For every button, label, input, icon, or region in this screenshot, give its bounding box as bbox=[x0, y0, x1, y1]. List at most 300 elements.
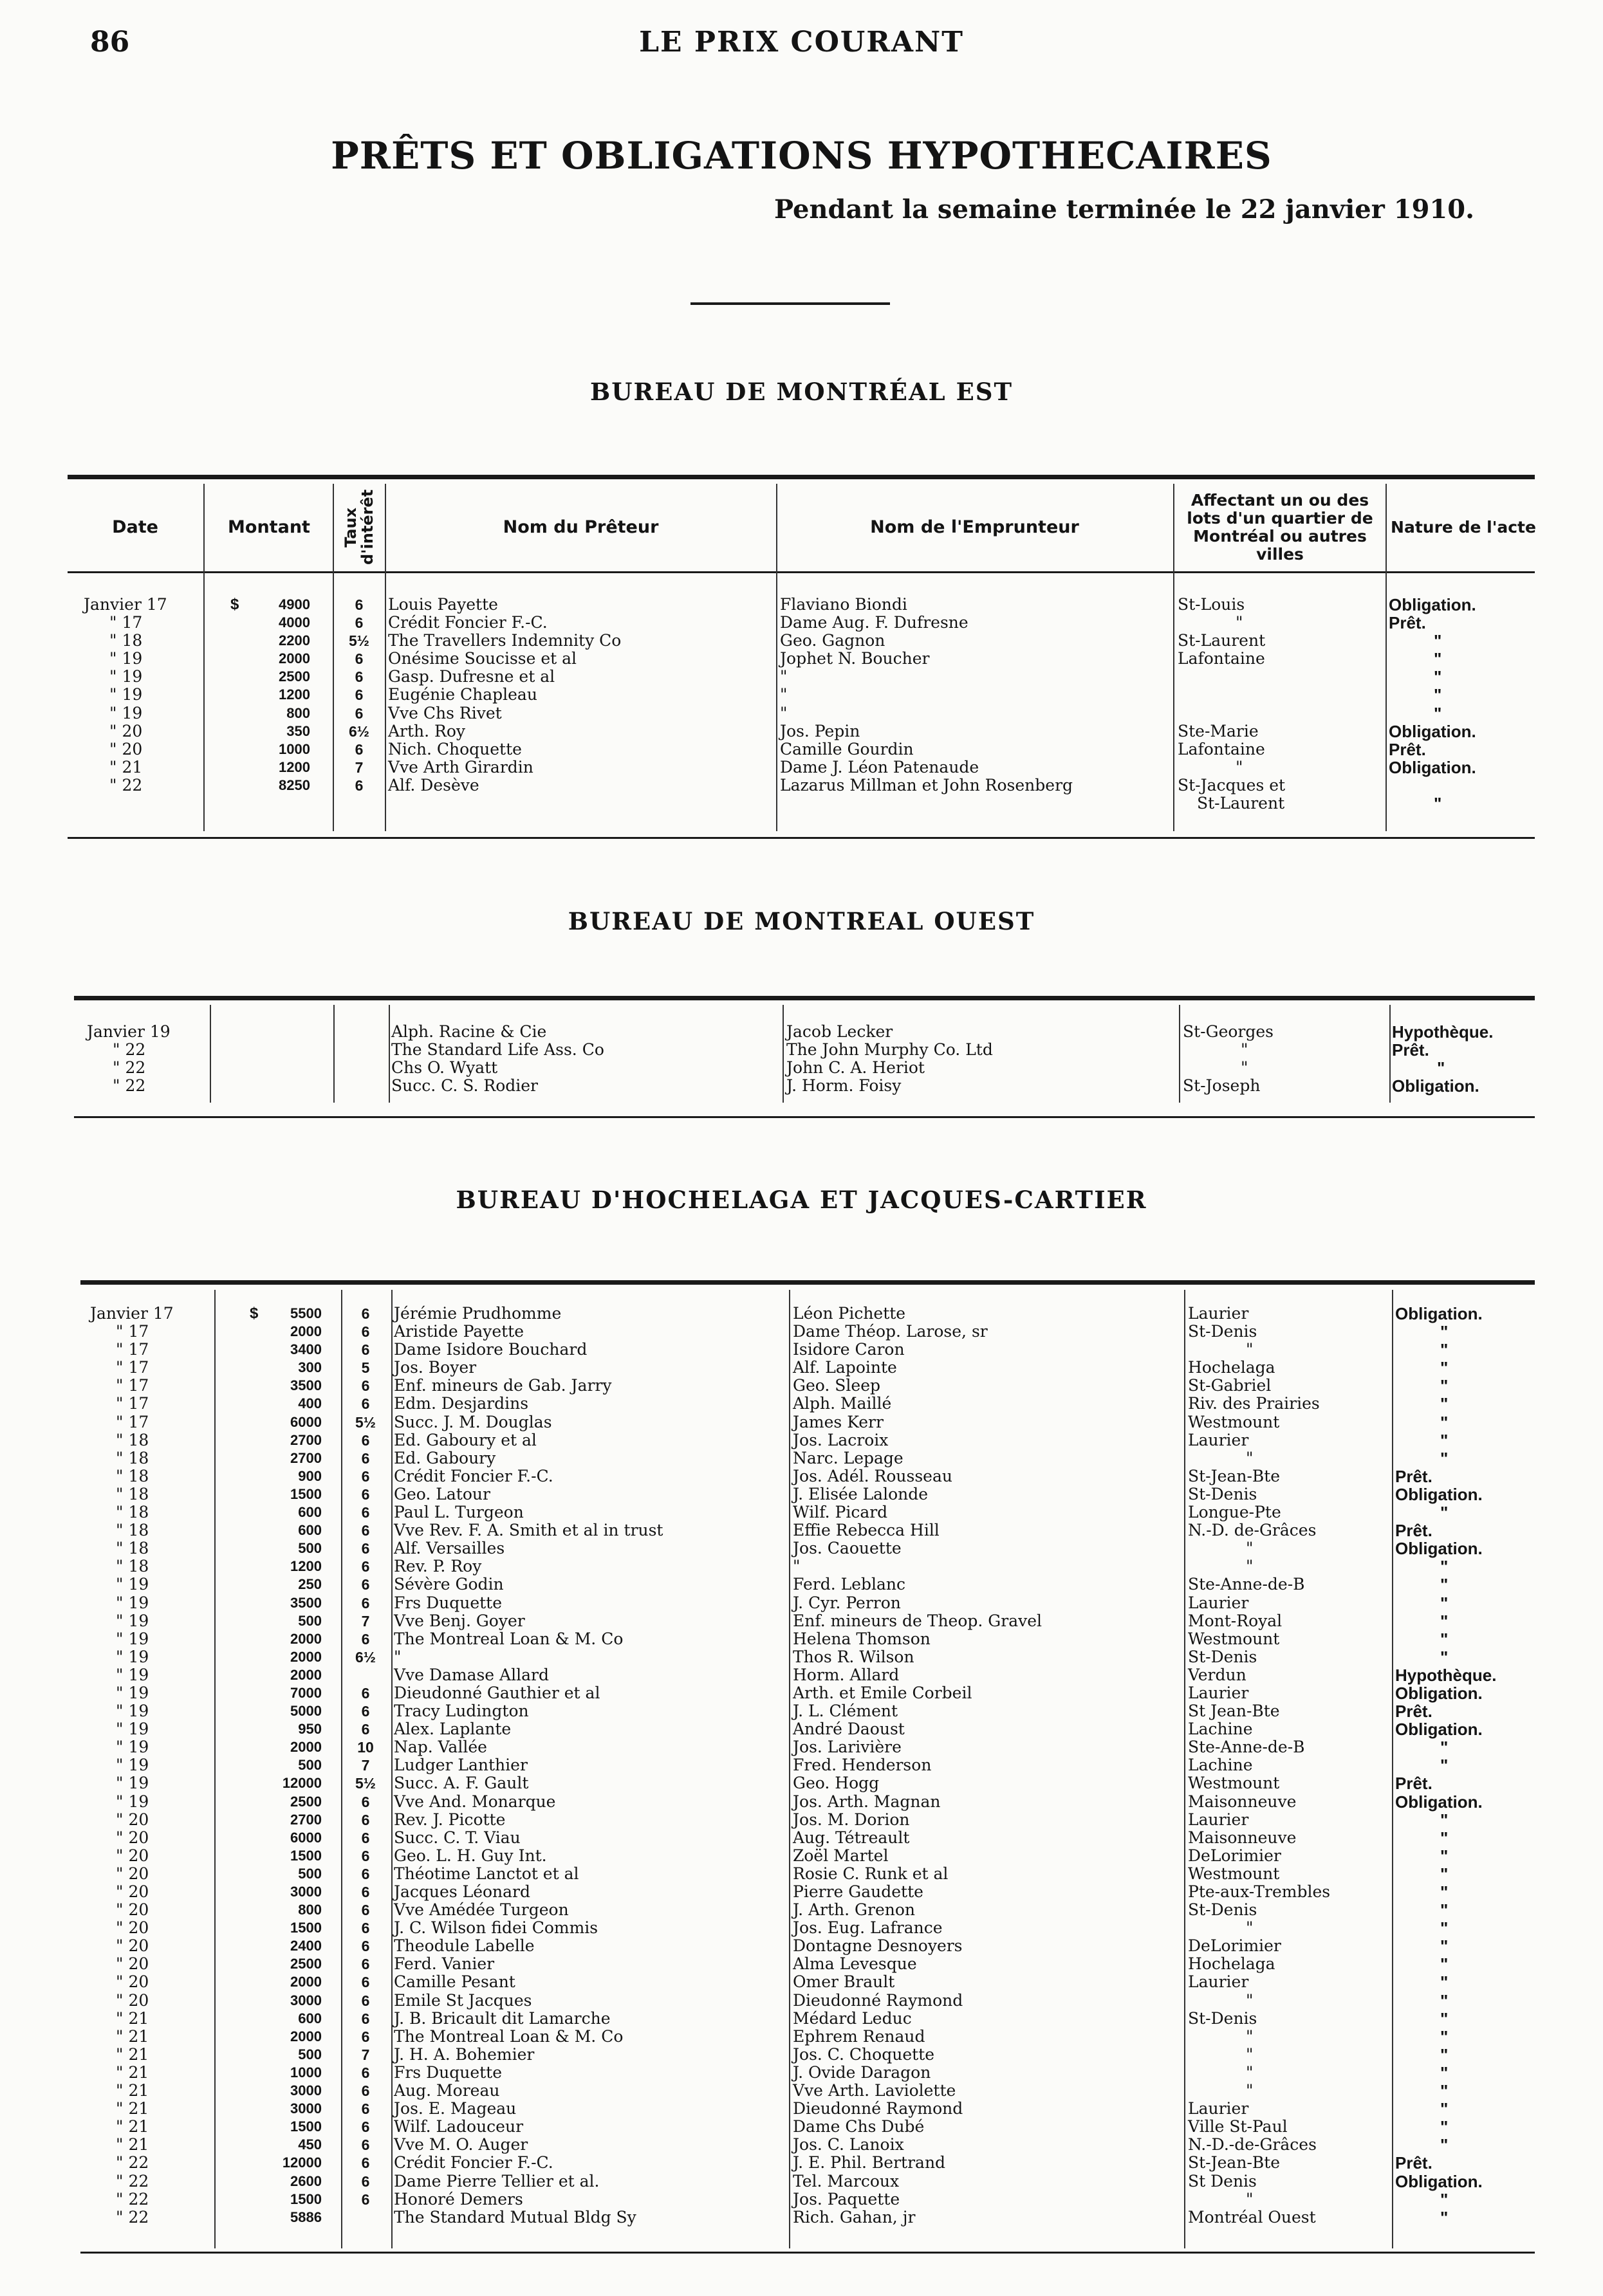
cell-place: " bbox=[1236, 757, 1243, 776]
cell-nature: Obligation. bbox=[1395, 1304, 1483, 1323]
cell-amount: 1200 bbox=[290, 1558, 322, 1575]
cell-lender: Paul L. Turgeon bbox=[394, 1503, 524, 1522]
cell-date: " 22 bbox=[116, 2189, 149, 2209]
cell-date: " 17 bbox=[116, 1376, 149, 1395]
cell-nature: Prêt. bbox=[1389, 613, 1426, 633]
cell-borrower: Médard Leduc bbox=[793, 2008, 912, 2028]
cell-place: St-Denis bbox=[1188, 2008, 1257, 2028]
cell-date: " 19 bbox=[109, 667, 143, 686]
cell-amount: 1500 bbox=[290, 2190, 322, 2207]
table-row bbox=[0, 1901, 1603, 1919]
cell-place: Westmount bbox=[1188, 1864, 1280, 1883]
cell-nature: Hypothèque. bbox=[1392, 1022, 1494, 1042]
cell-nature: " bbox=[1440, 1503, 1449, 1523]
cell-date: " 22 bbox=[113, 1040, 146, 1060]
table-row bbox=[0, 1630, 1603, 1648]
cell-date: " 19 bbox=[116, 1575, 149, 1594]
cell-place: Laurier bbox=[1188, 1304, 1249, 1323]
cell-place: St-Denis bbox=[1188, 1484, 1257, 1503]
table-row bbox=[0, 1377, 1603, 1395]
cell-place: " bbox=[1246, 1539, 1254, 1558]
cell-nature: " bbox=[1440, 1756, 1449, 1776]
cell-place: Ville St-Paul bbox=[1188, 2117, 1288, 2136]
header-date: Date bbox=[112, 517, 158, 537]
cell-lender: The Montreal Loan & M. Co bbox=[394, 2026, 624, 2046]
cell-nature: Obligation. bbox=[1395, 1720, 1483, 1740]
cell-borrower: Narc. Lepage bbox=[793, 1448, 903, 1467]
cell-amount: 900 bbox=[298, 1467, 322, 1484]
cell-place: " bbox=[1246, 2189, 1254, 2209]
cell-lender: Crédit Foncier F.-C. bbox=[394, 2153, 553, 2172]
cell-place: Riv. des Prairies bbox=[1188, 1394, 1320, 1413]
cell-date: " 21 bbox=[116, 2081, 149, 2100]
table-row bbox=[0, 2154, 1603, 2172]
cell-lender: Alf. Desève bbox=[388, 775, 479, 794]
cell-place: " bbox=[1241, 1040, 1248, 1060]
cell-borrower: Dame Chs Dubé bbox=[793, 2117, 925, 2136]
cell-lender: Jos. E. Mageau bbox=[394, 2099, 517, 2118]
cell-amount: 1500 bbox=[290, 1847, 322, 1864]
cell-rate: 6 bbox=[361, 1956, 370, 1973]
cell-date: " 19 bbox=[116, 1593, 149, 1612]
cell-lender: Succ. J. M. Douglas bbox=[394, 1412, 552, 1431]
cell-nature: " bbox=[1440, 1828, 1449, 1848]
cell-nature: " bbox=[1440, 1972, 1449, 1992]
cell-borrower: Alph. Maillé bbox=[793, 1394, 892, 1413]
cell-place: DeLorimier bbox=[1188, 1846, 1281, 1865]
table-row bbox=[0, 650, 1603, 668]
table-row bbox=[0, 1467, 1603, 1485]
cell-borrower: The John Murphy Co. Ltd bbox=[786, 1040, 993, 1060]
cell-place: " bbox=[1241, 1058, 1248, 1078]
cell-date: " 20 bbox=[116, 1864, 149, 1883]
cell-lender: Aristide Payette bbox=[394, 1322, 524, 1341]
cell-amount: 3000 bbox=[290, 1992, 322, 2008]
cell-date: " 20 bbox=[116, 1828, 149, 1847]
cell-date: " 21 bbox=[109, 757, 143, 776]
cell-rate: 6 bbox=[361, 2082, 370, 2100]
cell-borrower: Jos. Eug. Lafrance bbox=[793, 1918, 943, 1938]
table-row bbox=[0, 1883, 1603, 1901]
cell-lender: Aug. Moreau bbox=[394, 2081, 500, 2100]
cell-rate: 6 bbox=[361, 1576, 370, 1593]
table-body-montreal-ouest bbox=[0, 1023, 1603, 1095]
cell-nature: " bbox=[1440, 1575, 1449, 1595]
cell-lender: Vve Chs Rivet bbox=[388, 703, 502, 722]
table-row bbox=[0, 1557, 1603, 1575]
cell-amount: 500 bbox=[298, 1540, 322, 1557]
cell-date: " 22 bbox=[113, 1076, 146, 1096]
cell-lender: Camille Pesant bbox=[394, 1972, 515, 1992]
cell-rate: 6 bbox=[361, 1431, 370, 1449]
cell-borrower: Geo. Hogg bbox=[793, 1774, 880, 1793]
cell-lender: Wilf. Ladouceur bbox=[394, 2117, 524, 2136]
cell-date: " 17 bbox=[116, 1340, 149, 1359]
cell-amount: 8250 bbox=[279, 776, 310, 793]
section-title-hochelaga: BUREAU D'HOCHELAGA ET JACQUES-CARTIER bbox=[456, 1186, 1147, 1214]
cell-nature: " bbox=[1440, 2062, 1449, 2082]
cell-place: " bbox=[1246, 1340, 1254, 1359]
cell-date: " 19 bbox=[116, 1665, 149, 1684]
cell-lender: Alex. Laplante bbox=[394, 1720, 512, 1739]
table-row bbox=[0, 1359, 1603, 1377]
cell-lender: Frs Duquette bbox=[394, 2062, 503, 2082]
table-row bbox=[0, 1720, 1603, 1738]
cell-amount: 600 bbox=[298, 1504, 322, 1521]
cell-borrower: Jos. C. Choquette bbox=[793, 2044, 934, 2064]
cell-lender: Vve M. O. Auger bbox=[394, 2135, 528, 2154]
cell-place: " bbox=[1246, 1557, 1254, 1576]
cell-amount: 1500 bbox=[290, 1485, 322, 1502]
cell-nature: Obligation. bbox=[1395, 2171, 1483, 2191]
cell-place: St Jean-Bte bbox=[1188, 1702, 1280, 1721]
cell-rate: 6 bbox=[355, 740, 364, 758]
table-row bbox=[0, 1485, 1603, 1503]
cell-place: Mont-Royal bbox=[1188, 1611, 1283, 1630]
cell-lender: The Travellers Indemnity Co bbox=[388, 631, 622, 650]
table-row bbox=[0, 1041, 1603, 1059]
cell-borrower: Geo. Gagnon bbox=[780, 631, 885, 650]
cell-amount: 6000 bbox=[290, 1413, 322, 1430]
cell-place: Laurier bbox=[1188, 1810, 1249, 1829]
table-row bbox=[0, 2136, 1603, 2154]
table-row bbox=[0, 1774, 1603, 1792]
cell-place: Ste-Marie bbox=[1178, 721, 1259, 740]
cell-amount: 2500 bbox=[279, 668, 310, 685]
cell-place: Verdun bbox=[1188, 1665, 1246, 1684]
cell-lender: Enf. mineurs de Gab. Jarry bbox=[394, 1376, 612, 1395]
table-row bbox=[0, 1395, 1603, 1413]
cell-rate: 6 bbox=[361, 1395, 370, 1413]
cell-amount: 7000 bbox=[290, 1684, 322, 1701]
cell-place: " bbox=[1246, 2044, 1254, 2064]
cell-borrower: Vve Arth. Laviolette bbox=[793, 2081, 956, 2100]
cell-place: DeLorimier bbox=[1188, 1936, 1281, 1956]
cell-date: " 18 bbox=[116, 1557, 149, 1576]
cell-rate: 6 bbox=[361, 1467, 370, 1485]
cell-amount: 2700 bbox=[290, 1811, 322, 1828]
cell-amount: 1500 bbox=[290, 1920, 322, 1936]
cell-rate: 6 bbox=[361, 1992, 370, 2009]
cell-nature: " bbox=[1440, 2135, 1449, 2155]
cell-rate: 5½ bbox=[349, 632, 369, 650]
cell-place: Ste-Anne-de-B bbox=[1188, 1738, 1305, 1757]
table-row bbox=[0, 2028, 1603, 2046]
cell-lender: Vve Damase Allard bbox=[394, 1665, 549, 1684]
cell-nature: " bbox=[1440, 2026, 1449, 2046]
cell-borrower: J. Ovide Daragon bbox=[793, 2062, 931, 2082]
cell-borrower: J. L. Clément bbox=[793, 1702, 898, 1721]
cell-place: Hochelaga bbox=[1188, 1954, 1275, 1974]
table-row bbox=[0, 1023, 1603, 1041]
cell-nature: " bbox=[1440, 1864, 1449, 1884]
table-row bbox=[0, 632, 1603, 650]
table-body-hochelaga bbox=[0, 1305, 1603, 2227]
cell-rate: 6 bbox=[355, 596, 364, 613]
cell-lender: Eugénie Chapleau bbox=[388, 685, 537, 704]
cell-nature: " bbox=[1440, 2081, 1449, 2101]
cell-rate: 6 bbox=[361, 1630, 370, 1648]
table-row bbox=[0, 1449, 1603, 1467]
header-borrower: Nom de l'Emprunteur bbox=[870, 517, 1079, 537]
table-row bbox=[0, 1738, 1603, 1756]
cell-place: " bbox=[1246, 1448, 1254, 1467]
cell-amount: 350 bbox=[286, 722, 310, 739]
cell-lender: Vve Benj. Goyer bbox=[394, 1611, 525, 1630]
cell-nature: Obligation. bbox=[1389, 757, 1476, 777]
cell-borrower: Wilf. Picard bbox=[793, 1503, 888, 1522]
cell-nature: " bbox=[1440, 1340, 1449, 1360]
table-row bbox=[0, 1973, 1603, 1991]
cell-amount: 300 bbox=[298, 1359, 322, 1376]
cell-nature: Obligation. bbox=[1392, 1076, 1479, 1096]
table-row bbox=[0, 1594, 1603, 1612]
cell-rate: 6 bbox=[361, 2100, 370, 2118]
cell-borrower: Thos R. Wilson bbox=[793, 1647, 914, 1666]
table-bottom-rule bbox=[68, 837, 1535, 839]
cell-nature: " bbox=[1440, 1918, 1449, 1938]
table-bottom-rule bbox=[74, 1116, 1535, 1118]
cell-lender: Crédit Foncier F.-C. bbox=[394, 1466, 553, 1485]
header-nature: Nature de l'acte bbox=[1391, 517, 1536, 537]
cell-nature: " bbox=[1440, 1322, 1449, 1342]
cell-nature: Prêt. bbox=[1392, 1040, 1429, 1060]
cell-borrower: Jos. Arth. Magnan bbox=[793, 1792, 941, 1811]
cell-lender: Vve Amédée Turgeon bbox=[394, 1900, 569, 1920]
cell-lender: The Montreal Loan & M. Co bbox=[394, 1629, 624, 1648]
cell-borrower: Lazarus Millman et John Rosenberg bbox=[780, 775, 1073, 794]
table-row bbox=[0, 596, 1603, 614]
cell-nature: " bbox=[1440, 1557, 1449, 1577]
table-row bbox=[0, 1575, 1603, 1593]
cell-rate: 6 bbox=[355, 776, 364, 794]
cell-lender: Succ. C. T. Viau bbox=[394, 1828, 521, 1847]
cell-lender: Jos. Boyer bbox=[394, 1358, 477, 1377]
cell-place: N.-D. de-Grâces bbox=[1188, 1521, 1317, 1540]
cell-borrower: " bbox=[780, 685, 788, 704]
cell-amount: 1500 bbox=[290, 2118, 322, 2135]
cell-rate: 6 bbox=[361, 2118, 370, 2136]
cell-amount: 450 bbox=[298, 2136, 322, 2153]
cell-date: " 19 bbox=[116, 1611, 149, 1630]
table-top-rule bbox=[74, 996, 1535, 1000]
cell-lender: Geo. L. H. Guy Int. bbox=[394, 1846, 547, 1865]
cell-date: " 17 bbox=[116, 1394, 149, 1413]
section-title-montreal-est: BUREAU DE MONTRÉAL EST bbox=[589, 378, 1014, 406]
cell-date: " 22 bbox=[116, 2153, 149, 2172]
cell-nature: " bbox=[1437, 1058, 1445, 1078]
header-lender: Nom du Prêteur bbox=[503, 517, 659, 537]
table-row bbox=[0, 1059, 1603, 1077]
cell-date: " 20 bbox=[116, 1918, 149, 1938]
cell-rate: 6½ bbox=[349, 722, 369, 740]
cell-lender: J. C. Wilson fidei Commis bbox=[394, 1918, 598, 1938]
table-row bbox=[0, 2190, 1603, 2209]
cell-date: " 22 bbox=[116, 2171, 149, 2190]
cell-borrower: Jacob Lecker bbox=[786, 1022, 893, 1041]
table-row bbox=[0, 1612, 1603, 1630]
header-amount: Montant bbox=[228, 517, 310, 537]
cell-place: St-Denis bbox=[1188, 1647, 1257, 1666]
currency-sign: $ bbox=[250, 1305, 259, 1322]
cell-amount: 6000 bbox=[290, 1829, 322, 1846]
table-row bbox=[0, 794, 1603, 813]
cell-date: " 21 bbox=[116, 2026, 149, 2046]
cell-place: Lachine bbox=[1188, 1756, 1253, 1775]
cell-date: Janvier 19 bbox=[87, 1022, 171, 1041]
cell-borrower: J. Horm. Foisy bbox=[786, 1076, 902, 1096]
cell-amount: 1200 bbox=[279, 758, 310, 775]
cell-rate: 6 bbox=[361, 1920, 370, 1937]
cell-amount: 2600 bbox=[290, 2172, 322, 2189]
table-row bbox=[0, 1811, 1603, 1829]
cell-place: Lachine bbox=[1188, 1720, 1253, 1739]
cell-place: Longue-Pte bbox=[1188, 1503, 1281, 1522]
cell-lender: Onésime Soucisse et al bbox=[388, 649, 577, 668]
cell-rate: 7 bbox=[361, 1757, 370, 1774]
cell-nature: " bbox=[1440, 1412, 1449, 1432]
cell-rate: 6 bbox=[355, 650, 364, 668]
table-row bbox=[0, 2010, 1603, 2028]
cell-rate: 6 bbox=[361, 1847, 370, 1864]
cell-lender: Rev. J. Picotte bbox=[394, 1810, 506, 1829]
cell-date: " 19 bbox=[116, 1702, 149, 1721]
cell-borrower: Dieudonné Raymond bbox=[793, 1990, 963, 2010]
cell-lender: Arth. Roy bbox=[388, 721, 466, 740]
cell-borrower: Pierre Gaudette bbox=[793, 1882, 923, 1901]
cell-date: " 21 bbox=[116, 2099, 149, 2118]
cell-lender: Vve Arth Girardin bbox=[388, 757, 533, 776]
table-row bbox=[0, 1756, 1603, 1774]
cell-borrower: Omer Brault bbox=[793, 1972, 895, 1992]
cell-rate: 6 bbox=[361, 1522, 370, 1539]
cell-place: Laurier bbox=[1188, 1593, 1249, 1612]
cell-rate: 7 bbox=[355, 758, 364, 776]
table-row bbox=[0, 2172, 1603, 2190]
cell-rate: 6 bbox=[361, 1377, 370, 1395]
cell-amount: 12000 bbox=[282, 2154, 322, 2171]
cell-borrower: Dontagne Desnoyers bbox=[793, 1936, 963, 1956]
title-divider bbox=[690, 302, 890, 305]
cell-rate: 7 bbox=[361, 1612, 370, 1630]
cell-date: " 19 bbox=[116, 1647, 149, 1666]
table-row bbox=[0, 1077, 1603, 1095]
cell-nature: " bbox=[1434, 667, 1442, 687]
cell-rate: 6 bbox=[361, 2064, 370, 2081]
cell-amount: 250 bbox=[298, 1576, 322, 1593]
cell-date: " 20 bbox=[116, 1846, 149, 1865]
cell-rate: 6 bbox=[361, 1865, 370, 1882]
cell-rate: 6 bbox=[361, 1974, 370, 1991]
cell-date: " 17 bbox=[116, 1412, 149, 1431]
cell-place: St Denis bbox=[1188, 2171, 1257, 2190]
cell-date: " 17 bbox=[109, 613, 143, 632]
table-row bbox=[0, 668, 1603, 686]
cell-rate: 6 bbox=[361, 1341, 370, 1359]
cell-amount: 800 bbox=[298, 1902, 322, 1918]
cell-place: " bbox=[1246, 1918, 1254, 1938]
cell-amount: 5000 bbox=[290, 1703, 322, 1720]
table-row bbox=[0, 1865, 1603, 1883]
cell-date: Janvier 17 bbox=[84, 595, 167, 614]
cell-nature: Prêt. bbox=[1395, 1774, 1432, 1794]
cell-amount: 950 bbox=[298, 1721, 322, 1738]
cell-borrower: J. Elisée Lalonde bbox=[793, 1484, 929, 1503]
cell-amount: 3000 bbox=[290, 1884, 322, 1900]
table-row bbox=[0, 758, 1603, 776]
cell-date: " 19 bbox=[116, 1629, 149, 1648]
cell-rate: 6 bbox=[361, 1884, 370, 1900]
cell-amount: 3400 bbox=[290, 1341, 322, 1358]
table-row bbox=[0, 2209, 1603, 2227]
cell-nature: " bbox=[1440, 2189, 1449, 2209]
cell-rate: 6 bbox=[361, 1558, 370, 1575]
cell-rate: 7 bbox=[361, 2046, 370, 2063]
table-row bbox=[0, 776, 1603, 794]
cell-nature: " bbox=[1434, 685, 1442, 705]
cell-nature: " bbox=[1440, 1394, 1449, 1414]
cell-date: " 19 bbox=[116, 1720, 149, 1739]
cell-borrower: Ferd. Leblanc bbox=[793, 1575, 906, 1594]
cell-nature: " bbox=[1434, 631, 1442, 651]
cell-place: " bbox=[1246, 2026, 1254, 2046]
cell-lender: Chs O. Wyatt bbox=[391, 1058, 498, 1078]
cell-date: " 22 bbox=[113, 1058, 146, 1078]
cell-amount: 2000 bbox=[290, 1666, 322, 1683]
cell-nature: Prêt. bbox=[1389, 739, 1426, 759]
cell-lender: The Standard Life Ass. Co bbox=[391, 1040, 604, 1060]
cell-date: " 20 bbox=[116, 1954, 149, 1974]
cell-borrower: Jos. C. Lanoix bbox=[793, 2135, 904, 2154]
cell-date: " 21 bbox=[116, 2117, 149, 2136]
cell-lender: Vve Rev. F. A. Smith et al in trust bbox=[394, 1521, 663, 1540]
cell-amount: 500 bbox=[298, 2046, 322, 2062]
cell-borrower: Tel. Marcoux bbox=[793, 2171, 900, 2190]
cell-date: " 19 bbox=[116, 1756, 149, 1775]
table-row bbox=[0, 1829, 1603, 1847]
table-row bbox=[0, 1431, 1603, 1449]
header-bottom-rule bbox=[68, 571, 1535, 573]
cell-lender: Frs Duquette bbox=[394, 1593, 503, 1612]
cell-place: Westmount bbox=[1188, 1774, 1280, 1793]
cell-lender: Alf. Versailles bbox=[394, 1539, 505, 1558]
cell-nature: " bbox=[1440, 1593, 1449, 1613]
cell-lender: Dame Pierre Tellier et al. bbox=[394, 2171, 600, 2190]
cell-lender: Ferd. Vanier bbox=[394, 1954, 495, 1974]
cell-lender: Emile St Jacques bbox=[394, 1990, 532, 2010]
cell-place: Laurier bbox=[1188, 1972, 1249, 1992]
cell-nature: Prêt. bbox=[1395, 1466, 1432, 1486]
table-row bbox=[0, 686, 1603, 704]
cell-date: " 21 bbox=[116, 2044, 149, 2064]
cell-rate: 5½ bbox=[355, 1775, 376, 1792]
cell-borrower: J. Cyr. Perron bbox=[793, 1593, 901, 1612]
cell-amount: 3500 bbox=[290, 1377, 322, 1394]
cell-borrower: J. E. Phil. Bertrand bbox=[793, 2153, 946, 2172]
cell-amount: 2700 bbox=[290, 1449, 322, 1466]
cell-lender: Gasp. Dufresne et al bbox=[388, 667, 555, 686]
cell-amount: 600 bbox=[298, 1522, 322, 1539]
cell-rate: 6 bbox=[361, 1449, 370, 1467]
cell-date: " 20 bbox=[116, 1936, 149, 1956]
cell-rate: 6 bbox=[361, 1684, 370, 1702]
cell-date: " 19 bbox=[116, 1792, 149, 1811]
cell-lender: Alph. Racine & Cie bbox=[391, 1022, 547, 1041]
cell-place: St-Gabriel bbox=[1188, 1376, 1272, 1395]
table-row bbox=[0, 1702, 1603, 1720]
cell-nature: " bbox=[1440, 1738, 1449, 1758]
cell-place: N.-D.-de-Grâces bbox=[1188, 2135, 1317, 2154]
